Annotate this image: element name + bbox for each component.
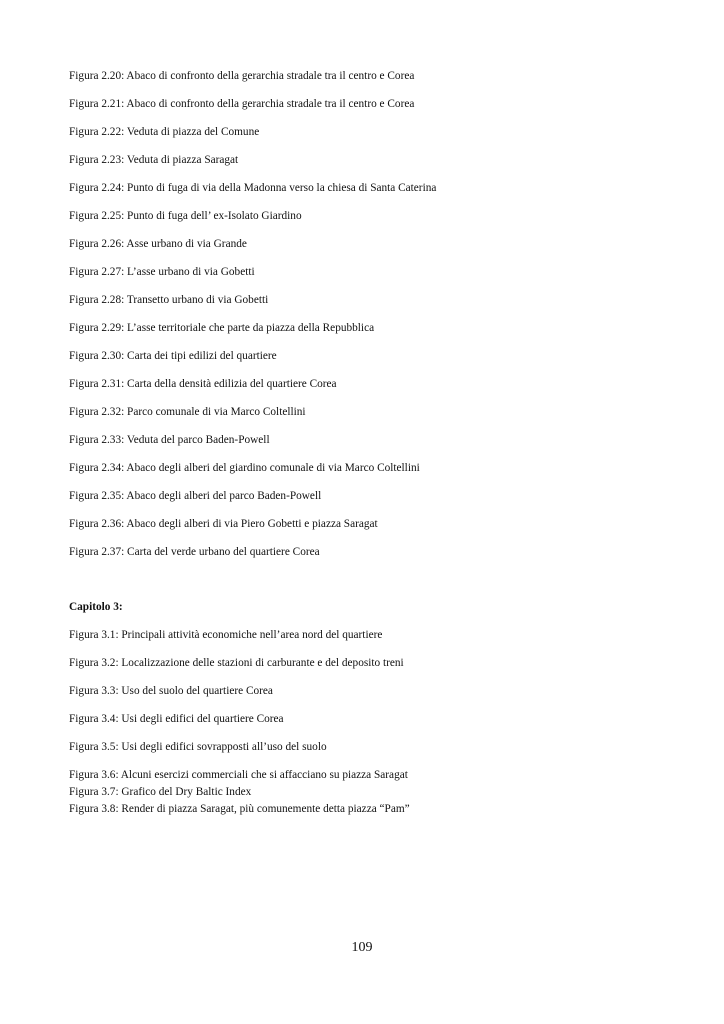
list-item: Figura 2.27: L’asse urbano di via Gobetti: [69, 266, 255, 278]
list-item: Figura 3.4: Usi degli edifici del quartiere Corea: [69, 713, 284, 725]
list-item: Figura 3.6: Alcuni esercizi commerciali che si affacciano su piazza Saragat: [69, 769, 408, 781]
page-number: 109: [351, 940, 373, 955]
list-item: Figura 3.1: Principali attività economiche nell’area nord del quartiere: [69, 629, 383, 641]
list-item: Figura 2.21: Abaco di confronto della gerarchia stradale tra il centro e Corea: [69, 98, 415, 110]
list-item: Figura 3.5: Usi degli edifici sovrapposti all’uso del suolo: [69, 741, 327, 753]
list-item: Figura 2.36: Abaco degli alberi di via Piero Gobetti e piazza Saragat: [69, 518, 378, 530]
list-item: Figura 2.33: Veduta del parco Baden-Powell: [69, 434, 270, 446]
list-item: Figura 2.25: Punto di fuga dell’ ex-Isolato Giardino: [69, 210, 302, 222]
list-item: Figura 3.3: Uso del suolo del quartiere Corea: [69, 685, 273, 697]
list-item: Figura 2.20: Abaco di confronto della gerarchia stradale tra il centro e Corea: [69, 70, 415, 82]
list-item: Figura 2.28: Transetto urbano di via Gobetti: [69, 294, 269, 306]
list-item: Figura 2.30: Carta dei tipi edilizi del quartiere: [69, 350, 277, 362]
chapter2-figure-list: [69, 68, 669, 572]
list-item: Figura 2.34: Abaco degli alberi del giardino comunale di via Marco Coltellini: [69, 462, 420, 474]
list-item: Figura 2.35: Abaco degli alberi del parco Baden-Powell: [69, 490, 322, 502]
list-item: Figura 2.23: Veduta di piazza Saragat: [69, 154, 239, 166]
list-item: Figura 2.31: Carta della densità edilizia del quartiere Corea: [69, 378, 337, 390]
list-item: Figura 2.26: Asse urbano di via Grande: [69, 238, 247, 250]
chapter3-figure-list: [69, 627, 669, 818]
list-item: Figura 3.7: Grafico del Dry Baltic Index: [69, 786, 252, 798]
list-item: Figura 3.2: Localizzazione delle stazioni di carburante e del deposito treni: [69, 657, 404, 669]
list-item: Figura 2.32: Parco comunale di via Marco Coltellini: [69, 406, 306, 418]
list-item: Figura 2.24: Punto di fuga di via della Madonna verso la chiesa di Santa Caterina: [69, 182, 437, 194]
list-item: Figura 2.29: L’asse territoriale che parte da piazza della Repubblica: [69, 322, 375, 334]
list-item: Figura 2.37: Carta del verde urbano del quartiere Corea: [69, 546, 320, 558]
list-item: Figura 2.22: Veduta di piazza del Comune: [69, 126, 260, 138]
list-item: Figura 3.8: Render di piazza Saragat, più comunemente detta piazza “Pam”: [69, 803, 410, 815]
chapter3-heading: Capitolo 3:: [69, 601, 123, 613]
